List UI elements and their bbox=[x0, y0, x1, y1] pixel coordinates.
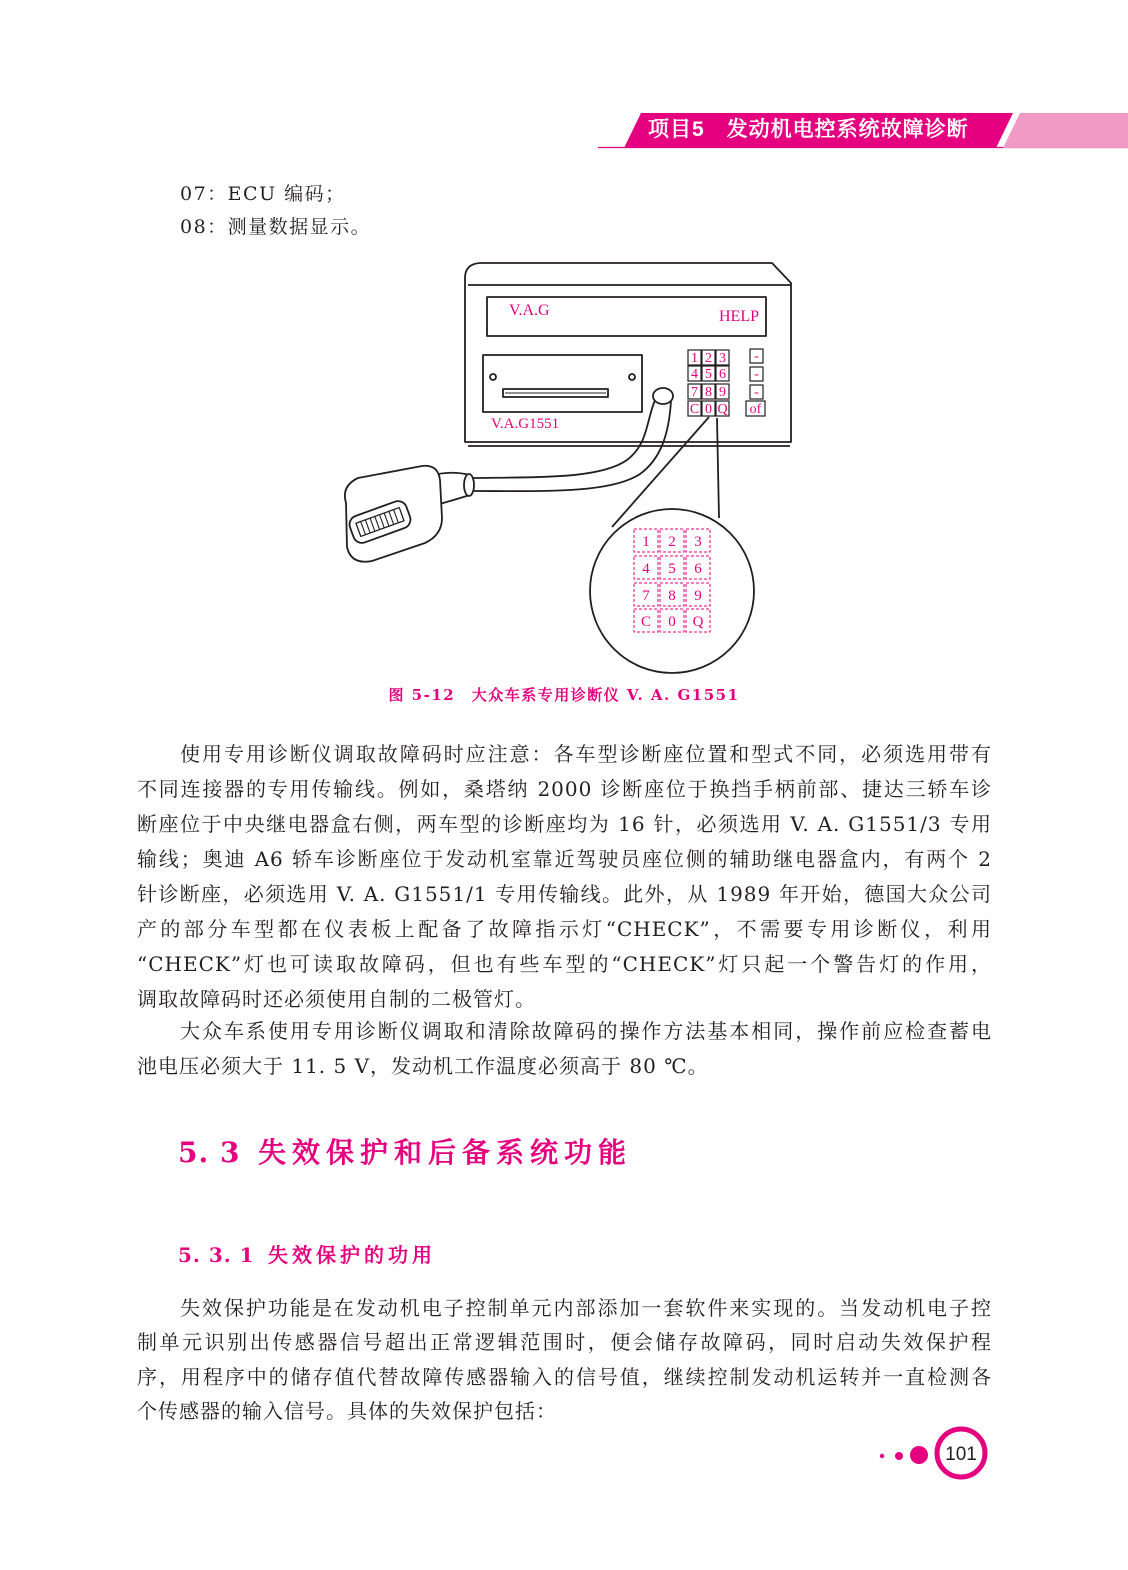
keypad-key-label: 7 bbox=[691, 385, 698, 400]
device-model-label: V.A.G1551 bbox=[491, 416, 560, 432]
header-band-light bbox=[1003, 113, 1128, 148]
decor-dot-icon bbox=[910, 1446, 928, 1464]
keypad-key-label: C bbox=[689, 402, 700, 417]
zoom-key-label: C bbox=[640, 614, 652, 630]
keypad-key-label: 6 bbox=[719, 367, 726, 382]
zoom-key-label: 8 bbox=[668, 588, 676, 604]
paragraph-line: 针诊断座，必须选用 V. A. G1551/1 专用传输线。此外，从 1989 年开始，德国大众公司 bbox=[137, 882, 992, 906]
connector-collar bbox=[464, 474, 474, 496]
paragraph-line: 大众车系使用专用诊断仪调取和清除故障码的操作方法基本相同，操作前应检查蓄电 bbox=[180, 1019, 992, 1043]
chapter-title: 项目5 发动机电控系统故障诊断 bbox=[648, 118, 969, 141]
keypad-key-label: 0 bbox=[705, 402, 712, 417]
paragraph-line: 使用专用诊断仪调取故障码时应注意：各车型诊断座位置和型式不同，必须选用带有 bbox=[180, 742, 992, 766]
side-key-label: of bbox=[749, 402, 762, 417]
zoom-key-label: 0 bbox=[668, 614, 676, 630]
paragraph-line: “CHECK”灯也可读取故障码，但也有些车型的“CHECK”灯只起一个警告灯的作用， bbox=[137, 952, 992, 976]
side-key-label: - bbox=[754, 367, 759, 382]
keypad-key-label: Q bbox=[717, 402, 728, 417]
paragraph-line: 制单元识别出传感器信号超出正常逻辑范围时，便会储存故障码，同时启动失效保护程 bbox=[137, 1330, 992, 1355]
zoom-key-label: 6 bbox=[694, 561, 702, 577]
zoom-key-label: 2 bbox=[668, 534, 676, 550]
paragraph-line: 产的部分车型都在仪表板上配备了故障指示灯“CHECK”，不需要专用诊断仪，利用 bbox=[137, 917, 992, 941]
keypad-key-label: 1 bbox=[691, 351, 698, 366]
intro-list bbox=[180, 178, 371, 244]
paragraph-line: 不同连接器的专用传输线。例如，桑塔纳 2000 诊断座位于换挡手柄前部、捷达三轿车诊 bbox=[137, 777, 992, 801]
figure-diagnostic-tester bbox=[330, 255, 800, 680]
decor-dot-icon bbox=[880, 1454, 884, 1458]
display-help-text: HELP bbox=[719, 308, 759, 325]
display-brand-text: V.A.G bbox=[509, 302, 550, 319]
paragraph-line: 输线；奥迪 A6 轿车诊断座位于发动机室靠近驾驶员座位侧的辅助继电器盒内，有两个 2 bbox=[137, 847, 992, 871]
paragraph-line: 池电压必须大于 11. 5 V，发动机工作温度必须高于 80 ℃。 bbox=[137, 1054, 709, 1078]
keypad-key-label: 2 bbox=[705, 351, 712, 366]
paragraph-line: 调取故障码时还必须使用自制的二极管灯。 bbox=[137, 987, 536, 1011]
keypad-key-label: 3 bbox=[719, 351, 726, 366]
decor-dot-icon bbox=[895, 1452, 903, 1460]
zoom-key-label: Q bbox=[692, 614, 704, 630]
subsection-number: 5. 3. 1 bbox=[178, 1243, 255, 1267]
page-number-badge bbox=[870, 1420, 1000, 1490]
intro-line: 07：ECU 编码； bbox=[180, 183, 346, 205]
zoom-key-label: 3 bbox=[694, 534, 702, 550]
keypad-key-label: 8 bbox=[705, 385, 712, 400]
page-number: 101 bbox=[945, 1444, 977, 1465]
side-key-label: - bbox=[754, 349, 759, 364]
zoom-key-label: 1 bbox=[642, 534, 650, 550]
subsection-title: 失效保护的功用 bbox=[268, 1243, 436, 1267]
intro-line: 08：测量数据显示。 bbox=[180, 216, 372, 238]
paragraph-line: 个传感器的输入信号。具体的失效保护包括： bbox=[137, 1399, 557, 1424]
zoom-key-label: 9 bbox=[694, 588, 702, 604]
zoom-key-label: 7 bbox=[642, 588, 650, 604]
keypad-key-label: 4 bbox=[691, 367, 698, 382]
keypad-key-label: 5 bbox=[705, 367, 712, 382]
body-paragraph bbox=[137, 1291, 992, 1429]
section-heading bbox=[178, 1134, 632, 1172]
paragraph-line: 断座位于中央继电器盒右侧，两车型的诊断座均为 16 针，必须选用 V. A. G1551/3 专用 bbox=[137, 812, 992, 836]
zoom-key-label: 4 bbox=[642, 561, 650, 577]
paragraph-line: 序，用程序中的储存值代替故障传感器输入的信号值，继续控制发动机运转并一直检测各 bbox=[137, 1364, 992, 1389]
subsection-heading bbox=[178, 1241, 436, 1269]
keypad-key-label: 9 bbox=[719, 385, 726, 400]
figure-caption: 图 5-12 大众车系专用诊断仪 V. A. G1551 bbox=[388, 686, 740, 704]
body-paragraph bbox=[137, 1014, 992, 1084]
body-paragraph bbox=[137, 737, 992, 1017]
section-title: 失效保护和后备系统功能 bbox=[258, 1136, 633, 1169]
zoom-key-label: 5 bbox=[668, 561, 676, 577]
cable-socket bbox=[653, 388, 673, 404]
side-key-label: - bbox=[754, 385, 759, 400]
paragraph-line: 失效保护功能是在发动机电子控制单元内部添加一套软件来实现的。当发动机电子控 bbox=[180, 1296, 992, 1320]
section-number: 5. 3 bbox=[178, 1136, 241, 1169]
